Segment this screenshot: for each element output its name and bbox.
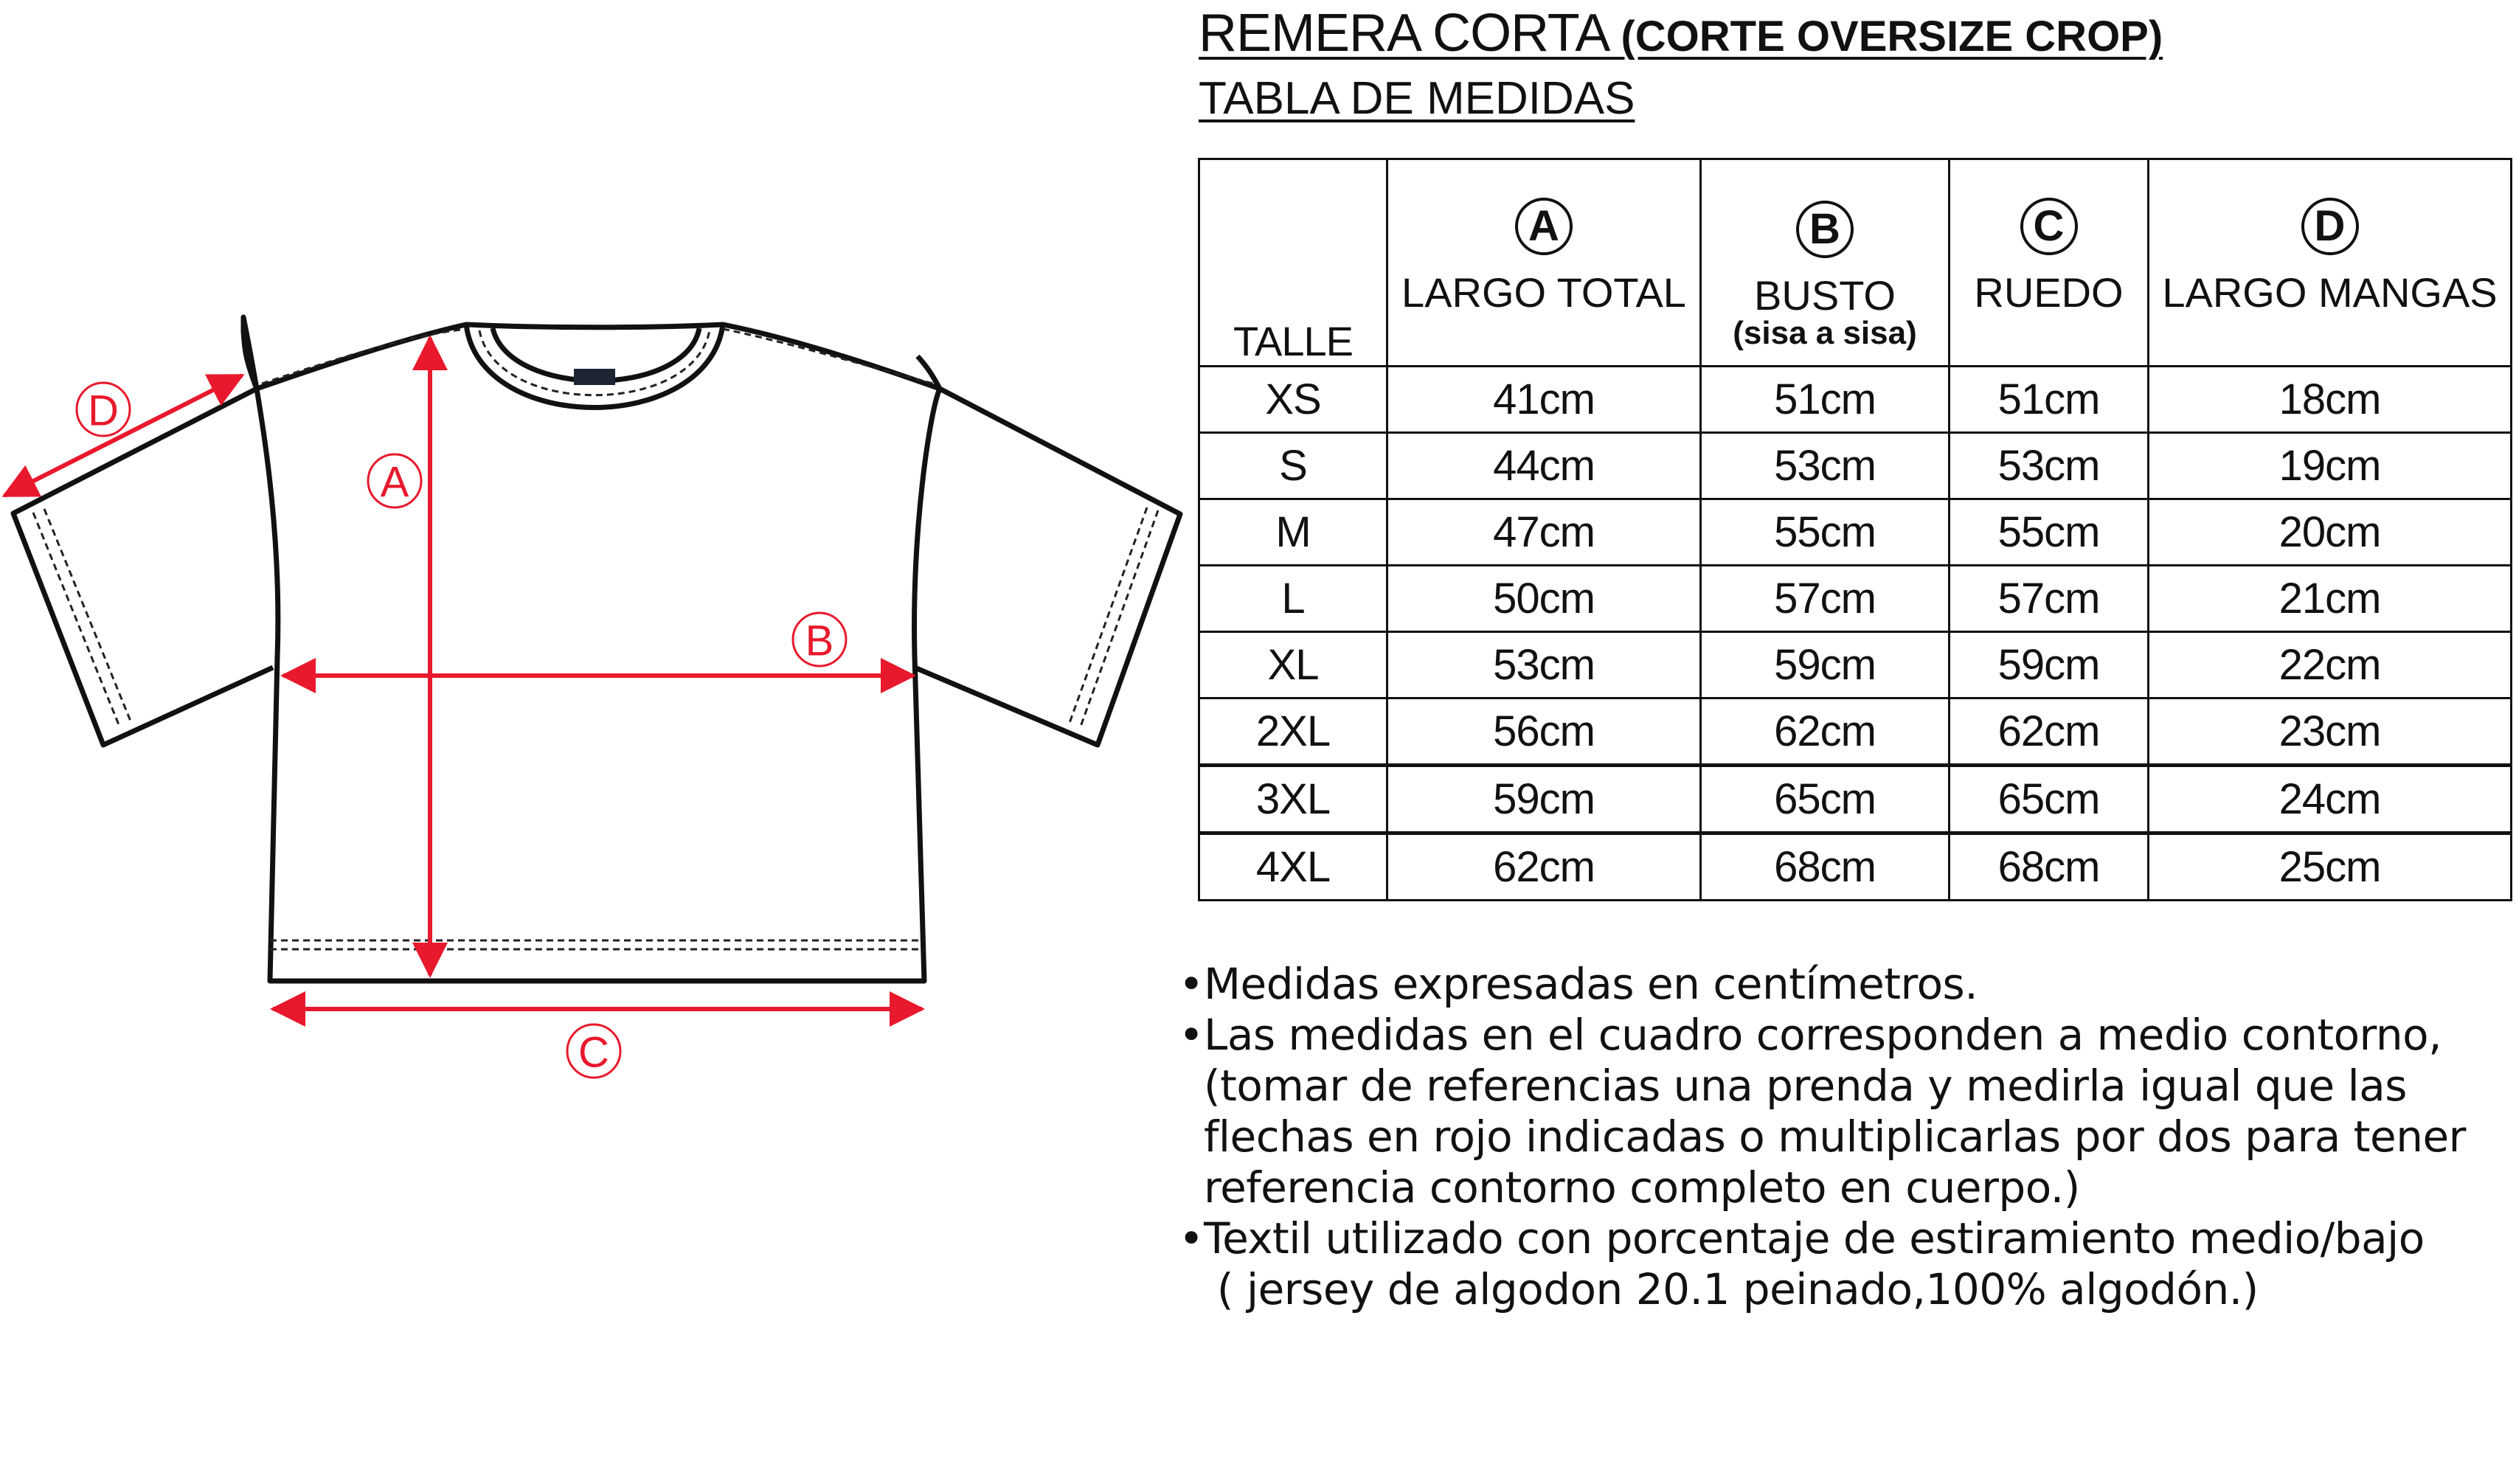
label-d bbox=[77, 383, 130, 436]
note-line: ( jersey de algodon 20.1 peinado,100% algodón.) bbox=[1204, 1264, 2259, 1314]
label-a bbox=[368, 454, 421, 507]
size-cell: XL bbox=[1199, 632, 1387, 698]
value-cell: 21cm bbox=[2149, 566, 2512, 632]
value-cell: 23cm bbox=[2149, 698, 2512, 766]
note-item bbox=[1179, 959, 2499, 1010]
measurement-arrows bbox=[4, 338, 922, 1009]
collar-outer bbox=[466, 325, 723, 408]
value-cell: 62cm bbox=[1701, 698, 1950, 766]
table-row bbox=[1199, 566, 2512, 632]
header-col-b-sub: (sisa a sisa) bbox=[1733, 315, 1917, 351]
tshirt-body bbox=[243, 317, 940, 981]
bullet-icon: • bbox=[1179, 1010, 1204, 1060]
value-cell: 68cm bbox=[1701, 833, 1950, 901]
note-line: Medidas expresadas en centímetros. bbox=[1204, 959, 1978, 1009]
size-cell: 4XL bbox=[1199, 833, 1387, 901]
header-col-c-name: RUEDO bbox=[1974, 269, 2124, 316]
value-cell: 59cm bbox=[1950, 632, 2149, 698]
size-cell: S bbox=[1199, 433, 1387, 499]
value-cell: 41cm bbox=[1387, 367, 1701, 433]
value-cell: 53cm bbox=[1387, 632, 1701, 698]
letter-b-icon: B bbox=[1796, 201, 1854, 258]
header-col-a bbox=[1387, 159, 1701, 367]
value-cell: 53cm bbox=[1701, 433, 1950, 499]
value-cell: 51cm bbox=[1701, 367, 1950, 433]
title-main: REMERA CORTA bbox=[1199, 4, 1607, 63]
size-cell: 3XL bbox=[1199, 766, 1387, 833]
note-item bbox=[1179, 1213, 2499, 1315]
note-line: (tomar de referencias una prenda y medirla igual que las bbox=[1204, 1061, 2407, 1111]
value-cell: 22cm bbox=[2149, 632, 2512, 698]
value-cell: 19cm bbox=[2149, 433, 2512, 499]
value-cell: 62cm bbox=[1950, 698, 2149, 766]
page-subtitle: TABLA DE MEDIDAS bbox=[1199, 73, 1635, 124]
bullet-icon: • bbox=[1179, 1213, 1204, 1263]
size-cell: M bbox=[1199, 499, 1387, 566]
value-cell: 44cm bbox=[1387, 433, 1701, 499]
value-cell: 47cm bbox=[1387, 499, 1701, 566]
value-cell: 65cm bbox=[1701, 766, 1950, 833]
table-row bbox=[1199, 367, 2512, 433]
neck-label-icon bbox=[574, 369, 615, 385]
value-cell: 57cm bbox=[1701, 566, 1950, 632]
table-row bbox=[1199, 698, 2512, 766]
note-item bbox=[1179, 1010, 2499, 1213]
header-col-d bbox=[2149, 159, 2512, 367]
value-cell: 56cm bbox=[1387, 698, 1701, 766]
svg-text:D: D bbox=[88, 386, 119, 435]
note-line: flechas en rojo indicadas o multiplicarlas por dos para tener bbox=[1204, 1112, 2467, 1162]
value-cell: 65cm bbox=[1950, 766, 2149, 833]
table-row bbox=[1199, 766, 2512, 833]
tshirt-outline bbox=[13, 317, 1180, 981]
svg-text:A: A bbox=[380, 458, 409, 507]
size-cell: L bbox=[1199, 566, 1387, 632]
header-col-c bbox=[1950, 159, 2149, 367]
table-row bbox=[1199, 433, 2512, 499]
value-cell: 55cm bbox=[1950, 499, 2149, 566]
title-suffix: (CORTE OVERSIZE CROP) bbox=[1621, 13, 2163, 60]
value-cell: 68cm bbox=[1950, 833, 2149, 901]
size-cell: 2XL bbox=[1199, 698, 1387, 766]
stitching bbox=[33, 329, 1158, 949]
value-cell: 25cm bbox=[2149, 833, 2512, 901]
right-sleeve bbox=[915, 389, 1180, 745]
letter-d-icon: D bbox=[2301, 198, 2359, 255]
header-col-b bbox=[1701, 159, 1950, 367]
letter-a-icon: A bbox=[1515, 198, 1573, 255]
table-row bbox=[1199, 833, 2512, 901]
value-cell: 57cm bbox=[1950, 566, 2149, 632]
label-b bbox=[793, 613, 846, 666]
svg-text:B: B bbox=[805, 617, 834, 665]
page-title bbox=[1199, 3, 2163, 63]
note-line: Las medidas en el cuadro corresponden a medio contorno, bbox=[1204, 1010, 2442, 1060]
value-cell: 20cm bbox=[2149, 499, 2512, 566]
note-line: referencia contorno completo en cuerpo.) bbox=[1204, 1162, 2080, 1213]
table-header-row bbox=[1199, 159, 2512, 367]
header-col-b-name: BUSTO bbox=[1754, 272, 1896, 319]
value-cell: 59cm bbox=[1387, 766, 1701, 833]
header-col-d-name: LARGO MANGAS bbox=[2162, 269, 2498, 316]
note-line: Textil utilizado con porcentaje de estiramiento medio/bajo bbox=[1204, 1213, 2425, 1263]
header-col-a-name: LARGO TOTAL bbox=[1401, 269, 1686, 316]
bullet-icon: • bbox=[1179, 959, 1204, 1009]
value-cell: 24cm bbox=[2149, 766, 2512, 833]
size-cell: XS bbox=[1199, 367, 1387, 433]
svg-text:C: C bbox=[578, 1028, 609, 1077]
value-cell: 51cm bbox=[1950, 367, 2149, 433]
value-cell: 18cm bbox=[2149, 367, 2512, 433]
label-c bbox=[567, 1024, 620, 1078]
value-cell: 53cm bbox=[1950, 433, 2149, 499]
notes bbox=[1179, 959, 2499, 1315]
tshirt-measurement-diagram bbox=[0, 0, 1210, 1092]
size-table bbox=[1198, 158, 2512, 901]
left-sleeve bbox=[13, 386, 273, 745]
header-talle: TALLE bbox=[1199, 159, 1387, 367]
table-row bbox=[1199, 499, 2512, 566]
letter-c-icon: C bbox=[2020, 198, 2078, 255]
value-cell: 62cm bbox=[1387, 833, 1701, 901]
table-row bbox=[1199, 632, 2512, 698]
value-cell: 59cm bbox=[1701, 632, 1950, 698]
value-cell: 55cm bbox=[1701, 499, 1950, 566]
value-cell: 50cm bbox=[1387, 566, 1701, 632]
